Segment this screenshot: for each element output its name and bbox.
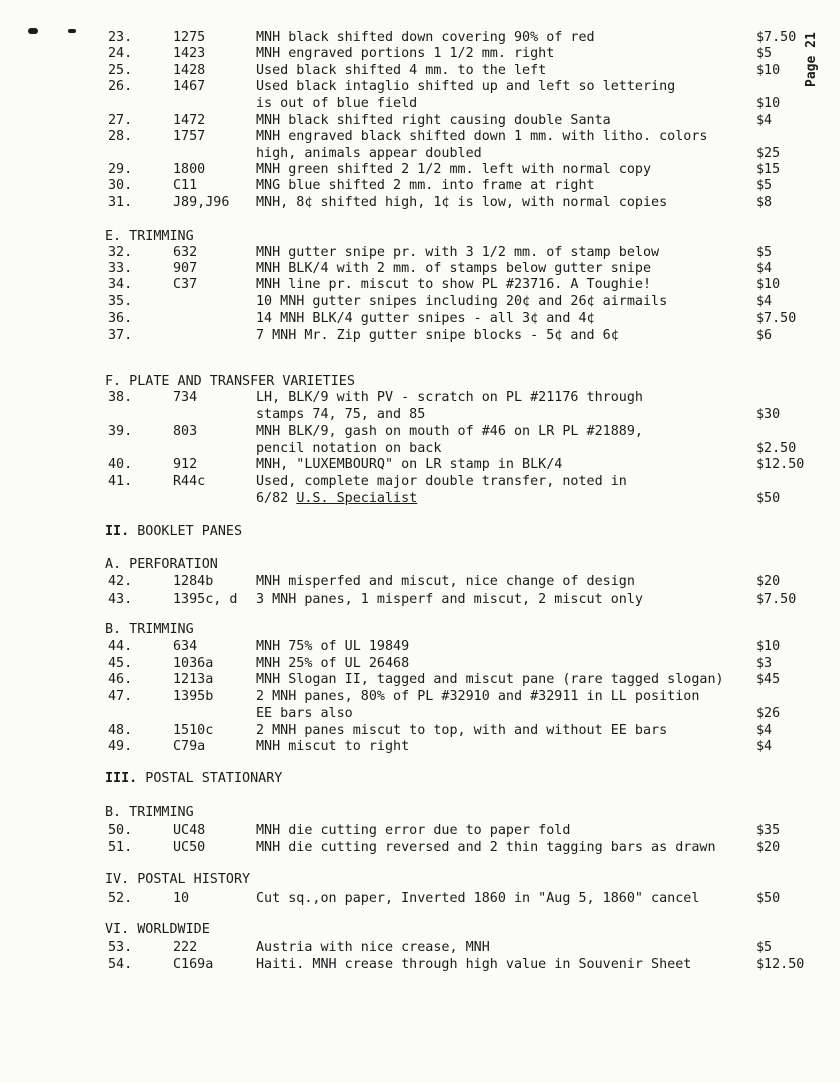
catalog-number: 1800 [173,162,206,177]
lot-number: 34. [108,277,133,292]
lot-price: $2.50 [756,440,797,456]
listing-row [0,723,840,739]
lot-price: $7.50 [756,311,797,326]
lot-number: 42. [108,574,133,589]
catalog-number: 10 [173,891,190,906]
catalog-number: 1395b [173,689,214,704]
lot-number: 41. [108,474,133,489]
listing-row [0,891,840,907]
lot-description: MNH BLK/4 with 2 mm. of stamps below gutter snipe [256,261,652,276]
lot-number: 46. [108,672,133,687]
lot-description: 7 MNH Mr. Zip gutter snipe blocks - 5¢ and 6¢ [256,328,619,343]
catalog-number: C79a [173,739,206,754]
lot-number: 33. [108,261,133,276]
lot-price: $25 [756,145,781,161]
lot-description: MNH Slogan II, tagged and miscut pane (rare tagged slogan) [256,672,724,687]
lot-description: Used, complete major double transfer, noted in [256,474,627,489]
catalog-number: 1428 [173,63,206,78]
catalog-number: UC50 [173,840,206,855]
lot-price: $5 [756,245,773,260]
lot-price: $4 [756,261,773,276]
listing-row [0,840,840,856]
listing-row [0,46,840,62]
lot-description: Used black intaglio shifted up and left so lettering [256,79,676,94]
section-heading: F. PLATE AND TRANSFER VARIETIES [105,374,355,389]
lot-number: 45. [108,656,133,671]
catalog-number: 803 [173,424,198,439]
catalog-number: 1395c, d [173,592,238,607]
lot-price: $4 [756,723,773,738]
listing-row [0,245,840,261]
listing-row [0,328,840,344]
lot-price: $5 [756,940,773,955]
catalog-number: 1275 [173,30,206,45]
listing-row [0,261,840,277]
lot-description: Used black shifted 4 mm. to the left [256,63,547,78]
lot-description: MNH die cutting reversed and 2 thin tagging bars as drawn [256,840,716,855]
lot-price: $6 [756,328,773,343]
lot-price: $12.50 [756,457,805,472]
listing-row [0,162,840,178]
lot-number: 48. [108,723,133,738]
lot-description: 14 MNH BLK/4 gutter snipes - all 3¢ and 4¢ [256,311,595,326]
lot-number: 50. [108,823,133,838]
lot-description: MNH green shifted 2 1/2 mm. left with normal copy [256,162,652,177]
lot-number: 51. [108,840,133,855]
lot-number: 27. [108,113,133,128]
lot-price: $45 [756,672,781,687]
lot-description: 10 MNH gutter snipes including 20¢ and 26¢ airmails [256,294,668,309]
lot-description: MNH misperfed and miscut, nice change of design [256,574,635,589]
listing-row [0,195,840,211]
listing-row [0,30,840,46]
listing-row [0,592,840,608]
lot-description: 6/82 U.S. Specialist [256,490,418,506]
lot-number: 36. [108,311,133,326]
listing-row [0,940,840,956]
lot-description: 3 MNH panes, 1 misperf and miscut, 2 miscut only [256,592,643,607]
lot-description: MNH line pr. miscut to show PL #23716. A Toughie! [256,277,652,292]
section-heading: IV. POSTAL HISTORY [105,872,251,887]
catalog-number: 734 [173,390,198,405]
lot-description: MNH, "LUXEMBOURQ" on LR stamp in BLK/4 [256,457,563,472]
lot-price: $10 [756,95,781,111]
listing-row [0,79,840,95]
lot-number: 32. [108,245,133,260]
listing-row [0,739,840,755]
lot-number: 26. [108,79,133,94]
lot-price: $50 [756,490,781,506]
lot-description: Cut sq.,on paper, Inverted 1860 in "Aug 5, 1860" cancel [256,891,700,906]
catalog-number: 632 [173,245,198,260]
lot-price: $10 [756,277,781,292]
major-section-title: POSTAL STATIONARY [137,771,283,786]
catalog-number: 1423 [173,46,206,61]
section-heading: B. TRIMMING [105,805,194,820]
lot-description: MNH engraved portions 1 1/2 mm. right [256,46,555,61]
lot-number: 24. [108,46,133,61]
lot-price: $7.50 [756,592,797,607]
lot-number: 47. [108,689,133,704]
lot-price: $3 [756,656,773,671]
page-number: Page 21 [804,32,819,88]
major-section-heading [105,771,282,787]
lot-description: high, animals appear doubled [256,145,482,161]
catalog-number: C169a [173,957,214,972]
listing-row [0,146,840,162]
lot-number: 29. [108,162,133,177]
lot-description: Austria with nice crease, MNH [256,940,490,955]
listing-row [0,474,840,490]
lot-number: 53. [108,940,133,955]
lot-description: MNH, 8¢ shifted high, 1¢ is low, with normal copies [256,195,668,210]
lot-description: is out of blue field [256,95,418,111]
publication-title: U.S. Specialist [296,490,418,506]
lot-description: MNG blue shifted 2 mm. into frame at right [256,178,595,193]
lot-price: $10 [756,639,781,654]
lot-number: 37. [108,328,133,343]
catalog-number: 222 [173,940,198,955]
listing-row [0,311,840,327]
lot-description: EE bars also [256,705,353,721]
listing-row [0,672,840,688]
lot-price: $4 [756,739,773,754]
lot-price: $35 [756,823,781,838]
major-section-numeral: II. [105,524,130,539]
lot-number: 25. [108,63,133,78]
section-heading: VI. WORLDWIDE [105,922,210,937]
listing-row [0,178,840,194]
lot-price: $20 [756,574,781,589]
catalog-number: 1213a [173,672,214,687]
section-heading: B. TRIMMING [105,622,194,637]
listing-row [0,957,840,973]
listing-row [0,574,840,590]
catalog-number: C11 [173,178,198,193]
lot-number: 31. [108,195,133,210]
lot-price: $10 [756,63,781,78]
listing-row [0,689,840,705]
lot-number: 43. [108,592,133,607]
listing-row [0,129,840,145]
listing-row [0,441,840,457]
lot-description: LH, BLK/9 with PV - scratch on PL #21176 through [256,390,643,405]
listing-row [0,277,840,293]
catalog-number: 1510c [173,723,214,738]
listing-row [0,63,840,79]
listing-row [0,113,840,129]
catalog-number: 1036a [173,656,214,671]
catalog-number: UC48 [173,823,206,838]
lot-number: 38. [108,390,133,405]
lot-price: $7.50 [756,30,797,45]
listing-row [0,706,840,722]
lot-description: stamps 74, 75, and 85 [256,406,426,422]
major-section-heading [105,524,242,540]
lot-price: $20 [756,840,781,855]
catalog-number: 1467 [173,79,206,94]
catalog-number: 1284b [173,574,214,589]
lot-description: MNH engraved black shifted down 1 mm. with litho. colors [256,129,708,144]
lot-number: 52. [108,891,133,906]
major-section-numeral: III. [105,771,138,786]
lot-price: $12.50 [756,957,805,972]
listing-row [0,424,840,440]
lot-description: MNH 75% of UL 19849 [256,639,410,654]
major-section-title: BOOKLET PANES [129,524,243,539]
lot-description: MNH die cutting error due to paper fold [256,823,571,838]
lot-price: $50 [756,891,781,906]
listing-row [0,390,840,406]
lot-description: Haiti. MNH crease through high value in Souvenir Sheet [256,957,692,972]
listing-row [0,639,840,655]
listing-row [0,656,840,672]
lot-price: $4 [756,294,773,309]
catalog-number: 1472 [173,113,206,128]
lot-description: MNH black shifted down covering 90% of red [256,30,595,45]
lot-description: pencil notation on back [256,440,442,456]
catalog-number: R44c [173,474,206,489]
listing-row [0,823,840,839]
listing-row [0,407,840,423]
catalog-number: 634 [173,639,198,654]
catalog-number: C37 [173,277,198,292]
catalog-number: 912 [173,457,198,472]
lot-number: 44. [108,639,133,654]
lot-number: 35. [108,294,133,309]
lot-description: MNH gutter snipe pr. with 3 1/2 mm. of stamp below [256,245,660,260]
lot-price: $8 [756,195,773,210]
lot-price: $4 [756,113,773,128]
listing-row [0,491,840,507]
catalog-number: 1757 [173,129,206,144]
lot-price: $15 [756,162,781,177]
lot-number: 28. [108,129,133,144]
lot-price: $30 [756,406,781,422]
section-heading: E. TRIMMING [105,229,194,244]
catalog-number: 907 [173,261,198,276]
lot-description: MNH BLK/9, gash on mouth of #46 on LR PL #21889, [256,424,643,439]
lot-number: 49. [108,739,133,754]
lot-description: 2 MNH panes miscut to top, with and without EE bars [256,723,668,738]
section-heading: A. PERFORATION [105,557,218,572]
lot-price: $5 [756,46,773,61]
lot-description: MNH miscut to right [256,739,410,754]
lot-description: 2 MNH panes, 80% of PL #32910 and #32911 in LL position [256,689,700,704]
listing-row [0,457,840,473]
lot-number: 40. [108,457,133,472]
lot-number: 39. [108,424,133,439]
lot-number: 23. [108,30,133,45]
listing-row [0,96,840,112]
lot-price: $5 [756,178,773,193]
lot-number: 30. [108,178,133,193]
lot-description: MNH 25% of UL 26468 [256,656,410,671]
listing-row [0,294,840,310]
lot-number: 54. [108,957,133,972]
lot-price: $26 [756,705,781,721]
catalog-number: J89,J96 [173,195,230,210]
lot-description: MNH black shifted right causing double Santa [256,113,611,128]
